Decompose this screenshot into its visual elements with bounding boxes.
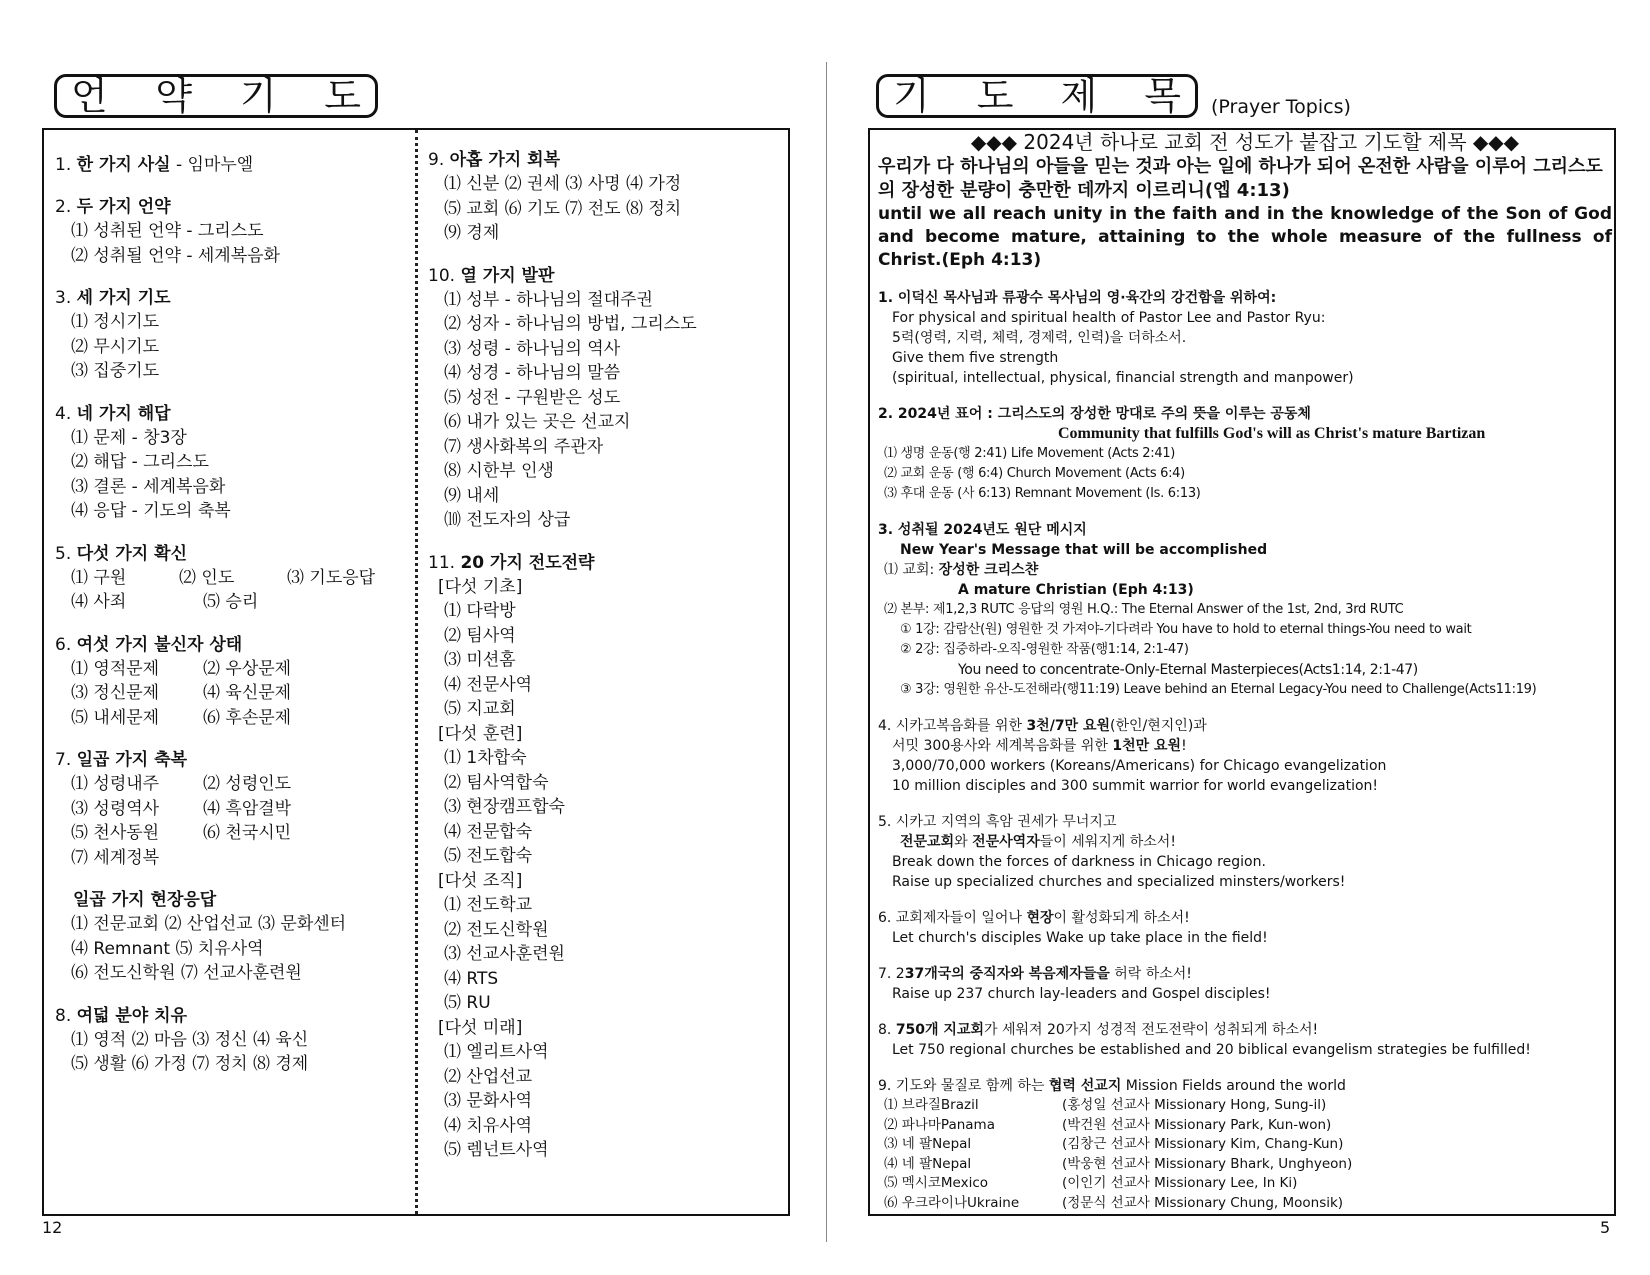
mission-country: ⑶ 네 팔Nepal — [884, 1136, 972, 1152]
list-item: ⑷ 흑암결박 — [203, 798, 292, 819]
list-item: ⑸ 교회 ⑹ 기도 ⑺ 전도 ⑻ 정치 — [444, 198, 682, 219]
topic-1 — [878, 288, 1612, 388]
topic-line — [878, 736, 1612, 756]
topic-line — [878, 716, 1612, 736]
topic-6 — [878, 908, 1612, 948]
title-char: 제 — [1060, 74, 1098, 118]
right-page-title — [876, 74, 1198, 118]
prayer-section — [55, 195, 410, 268]
list-item: ⑸ 내세문제 — [71, 707, 160, 728]
page-number-right: 5 — [1600, 1218, 1611, 1237]
topic-5 — [878, 812, 1612, 892]
topic-line: 5. 시카고 지역의 흑암 권세가 무너지고 — [878, 814, 1117, 830]
topic-line: ⑴ 생명 운동(행 2:41) Life Movement (Acts 2:41) — [884, 446, 1176, 461]
prayer-section — [55, 153, 410, 177]
topic-title-english: Community that fulfills God's will as Christ's mature Bartizan — [1058, 425, 1486, 442]
topic-line: ② 2강: 집중하라-오직-영원한 작품(행1:14, 2:1-47) — [900, 642, 1189, 657]
list-item: ⑽ 전도자의 상급 — [444, 510, 571, 530]
text: 와 — [954, 834, 973, 850]
list-item: ⑶ 결론 - 세계복음화 — [71, 476, 226, 497]
title-char: 언 — [71, 74, 108, 118]
section-heading: 열 가지 발판 — [460, 265, 555, 286]
list-item: ⑷ 치유사역 — [444, 1115, 533, 1136]
list-item: ⑸ 승리 — [203, 592, 259, 612]
section-number: 3. — [55, 288, 77, 308]
section-number: 7. — [55, 750, 77, 770]
text: Mission Fields around the world — [1121, 1078, 1346, 1094]
list-row — [55, 566, 410, 591]
section-number: 4. — [55, 403, 77, 424]
topic-line: Give them five strength — [892, 350, 1059, 366]
list-item: ⑷ 성경 - 하나님의 말씀 — [444, 363, 621, 383]
group-label: [다섯 훈련] — [438, 723, 523, 744]
mission-row — [878, 1096, 1612, 1116]
topic-line: ⑶ 후대 운동 (사 6:13) Remnant Movement (Is. 6:13) — [884, 486, 1201, 501]
text: 9. 기도와 물질로 함께 하는 — [878, 1078, 1049, 1094]
topic-line: 5력(영력, 지력, 체력, 경제력, 인력)을 더하소서. — [892, 330, 1187, 346]
mission-missionary: (김창근 선교사 Missionary Kim, Chang-Kun) — [1062, 1136, 1344, 1152]
topic-line: For physical and spiritual health of Pastor Lee and Pastor Ryu: — [892, 310, 1326, 326]
list-item: ⑸ 전도합숙 — [444, 846, 533, 866]
list-item: ⑶ 기도응답 — [287, 567, 376, 588]
prayer-section — [55, 286, 410, 384]
section-heading-rest: - 임마누엘 — [170, 155, 254, 175]
topic-title: 1. 이덕신 목사님과 류광수 목사님의 영·육간의 강건함을 위하여: — [878, 290, 1277, 306]
topic-title: 2. 2024년 표어 : 그리스도의 장성한 망대로 주의 뜻을 이루는 공동체 — [878, 406, 1311, 422]
section-heading: 일곱 가지 축복 — [76, 750, 187, 770]
list-item: ⑵ 우상문제 — [203, 658, 292, 679]
topic-4 — [878, 716, 1612, 796]
section-number: 9. — [428, 150, 450, 170]
list-item: ⑶ 성령역사 — [71, 798, 160, 819]
title-char: 약 — [155, 74, 193, 118]
group-label: [다섯 미래] — [438, 1017, 523, 1038]
prayer-section — [428, 148, 783, 246]
topic-3 — [878, 520, 1612, 700]
section-title — [55, 542, 410, 566]
topic-line: 10 million disciples and 300 summit warrior for world evangelization! — [892, 778, 1379, 794]
list-row — [55, 657, 410, 682]
list-item: ⑺ 세계정복 — [71, 847, 160, 868]
list-item: ⑵ 인도 — [179, 567, 235, 588]
list-item: ⑴ 1차합숙 — [444, 748, 527, 768]
text: 서밋 300용사와 세계복음화를 위한 — [892, 738, 1113, 754]
section-number: 6. — [55, 634, 77, 655]
right-page-subtitle: (Prayer Topics) — [1211, 96, 1351, 118]
mission-row — [878, 1155, 1612, 1175]
list-item: ⑴ 구원 — [71, 567, 127, 588]
mission-missionary: (박웅현 선교사 Missionary Bhark, Unghyeon) — [1062, 1155, 1353, 1172]
title-char: 도 — [976, 74, 1014, 118]
topic-line: A mature Christian (Eph 4:13) — [958, 582, 1194, 598]
topic-9 — [878, 1076, 1612, 1213]
section-title — [55, 402, 410, 426]
text: 들이 세워지게 하소서! — [1039, 834, 1176, 850]
list-item: ⑴ 성취된 언약 - 그리스도 — [71, 221, 264, 241]
section-heading: 세 가지 기도 — [76, 288, 171, 308]
mission-country: ⑴ 브라질Brazil — [884, 1097, 979, 1113]
topic-line: 3,000/70,000 workers (Koreans/Americans) for Chicago evangelization — [892, 758, 1387, 774]
topic-line — [878, 560, 1612, 580]
list-item: ⑴ 성령내주 — [71, 774, 160, 794]
list-item: ⑶ 현장캠프합숙 — [444, 797, 565, 817]
list-item: ⑸ 생활 ⑹ 가정 ⑺ 정치 ⑻ 경제 — [71, 1054, 309, 1074]
topic-line — [878, 832, 1612, 852]
prayer-section — [55, 888, 410, 986]
section-number: 1. — [55, 155, 77, 175]
section-title — [55, 286, 410, 310]
list-item: ⑷ RTS — [444, 968, 499, 989]
topic-line: ⑵ 본부: 제1,2,3 RUTC 응답의 영원 H.Q.: The Eternal Answer of the 1st, 2nd, 3rd RUTC — [884, 602, 1404, 617]
text: 6. 교회제자들이 일어나 — [878, 910, 1027, 926]
mission-missionary: (정문식 선교사 Missionary Chung, Moonsik) — [1062, 1194, 1344, 1211]
section-title — [428, 148, 783, 172]
text: (한인/현지인)과 — [1110, 718, 1207, 734]
list-item: ⑶ 정신문제 — [71, 683, 160, 703]
spread-divider — [826, 62, 827, 1242]
mission-country: ⑹ 우크라이나Ukraine — [884, 1194, 1020, 1211]
mission-row — [878, 1135, 1612, 1155]
mission-missionary: (박건원 선교사 Missionary Park, Kun-won) — [1062, 1116, 1332, 1133]
topic-line: ③ 3강: 영원한 유산-도전해라(행11:19) Leave behind an Eternal Legacy-You need to Challenge(Acts11:19) — [900, 682, 1537, 697]
section-heading: 네 가지 해답 — [76, 403, 171, 424]
list-item: ⑵ 전도신학원 — [444, 919, 549, 940]
section-number: 11. — [428, 552, 461, 573]
section-heading: 두 가지 언약 — [76, 197, 171, 217]
list-row — [55, 772, 410, 797]
topic-line — [878, 908, 1612, 928]
list-item: ⑹ 후손문제 — [203, 707, 292, 728]
mission-country: ⑸ 멕시코Mexico — [884, 1175, 989, 1191]
title-char: 기 — [893, 74, 930, 118]
list-item: ⑴ 영적 ⑵ 마음 ⑶ 정신 ⑷ 육신 — [71, 1029, 309, 1050]
prayer-section — [55, 633, 410, 731]
topic-title-english: New Year's Message that will be accomplished — [900, 542, 1268, 558]
text: 4. 시카고복음화를 위한 — [878, 718, 1027, 734]
topic-line: Break down the forces of darkness in Chicago region. — [892, 854, 1266, 870]
list-row — [55, 681, 410, 706]
page-number-left: 12 — [42, 1218, 63, 1237]
section-heading: 여덟 분야 치유 — [76, 1005, 187, 1026]
text: 8. — [878, 1022, 896, 1038]
list-item: ⑼ 경제 — [444, 223, 500, 243]
prayer-section — [55, 402, 410, 524]
text: 7. 2 — [878, 966, 905, 982]
mission-missionary: (이인기 선교사 Missionary Lee, In Ki) — [1062, 1175, 1298, 1191]
text-bold: 750개 지교회 — [895, 1022, 985, 1038]
topic-line: Raise up specialized churches and specialized minsters/workers! — [892, 874, 1346, 890]
prayer-section — [55, 748, 410, 870]
section-title — [55, 748, 410, 772]
list-item: ⑸ RU — [444, 993, 491, 1013]
verse-korean: 우리가 다 하나님의 아들을 믿는 것과 아는 일에 하나가 되어 온전한 사람을 이루어 그리스도의 장성한 분량이 충만한 데까지 이르리니(엡 4:13) — [878, 156, 1603, 201]
mission-country: ⑵ 파나마Panama — [884, 1116, 995, 1133]
left-column-1 — [55, 153, 410, 1095]
list-item: ⑵ 성령인도 — [203, 774, 292, 794]
church-label: ⑴ 교회: — [884, 562, 939, 578]
list-item: ⑶ 집중기도 — [71, 361, 160, 381]
topic-7 — [878, 964, 1612, 1004]
list-item: ⑶ 문화사역 — [444, 1091, 533, 1111]
prayer-section — [55, 542, 410, 615]
section-number: 8. — [55, 1005, 77, 1026]
list-item: ⑷ 전문사역 — [444, 674, 533, 695]
mission-row — [878, 1174, 1612, 1194]
list-item: ⑵ 산업선교 — [444, 1066, 533, 1087]
section-heading: 일곱 가지 현장응답 — [73, 890, 217, 910]
topic-line: ⑵ 교회 운동 (행 6:4) Church Movement (Acts 6:4) — [884, 466, 1185, 481]
prayer-header: ◆◆◆ 2024년 하나로 교회 전 성도가 붙잡고 기도할 제목 ◆◆◆ — [970, 130, 1520, 154]
list-item: ⑸ 렘넌트사역 — [444, 1140, 549, 1160]
mission-row — [878, 1116, 1612, 1136]
list-item: ⑴ 전도학교 — [444, 895, 533, 915]
list-item: ⑷ 전문합숙 — [444, 821, 533, 842]
prayer-section — [55, 1004, 410, 1077]
list-item: ⑴ 정시기도 — [71, 312, 160, 332]
section-number: 10. — [428, 265, 461, 286]
section-heading: 아홉 가지 회복 — [449, 150, 560, 170]
section-title — [428, 551, 783, 575]
column-divider — [415, 130, 418, 1214]
list-item: ⑹ 전도신학원 ⑺ 선교사훈련원 — [71, 963, 302, 983]
list-item: ⑶ 성령 - 하나님의 역사 — [444, 338, 621, 359]
list-item: ⑴ 성부 - 하나님의 절대주권 — [444, 289, 653, 310]
list-item: ⑶ 미션홈 — [444, 650, 516, 670]
list-item: ⑻ 시한부 인생 — [444, 461, 554, 481]
mission-country: ⑷ 네 팔Nepal — [884, 1155, 972, 1172]
list-item: ⑴ 문제 - 창3장 — [71, 427, 187, 448]
list-item: ⑼ 내세 — [444, 485, 500, 506]
section-heading: 여섯 가지 불신자 상태 — [76, 634, 243, 655]
text: 이 활성화되게 하소서! — [1053, 910, 1190, 926]
text-bold: 협력 선교지 — [1048, 1078, 1122, 1094]
title-char: 목 — [1144, 74, 1181, 118]
list-item: ⑹ 내가 있는 곳은 선교지 — [444, 412, 631, 432]
list-item: ⑴ 신분 ⑵ 권세 ⑶ 사명 ⑷ 가정 — [444, 174, 682, 194]
topic-line: You need to concentrate-Only-Eternal Masterpieces(Acts1:14, 2:1-47) — [958, 662, 1418, 678]
section-title — [55, 888, 410, 912]
section-heading: 다섯 가지 확신 — [76, 543, 187, 564]
list-item: ⑺ 생사화복의 주관자 — [444, 436, 604, 457]
group-label: [다섯 기초] — [438, 576, 523, 597]
section-title — [55, 633, 410, 657]
topic-line: Let 750 regional churches be established and 20 biblical evangelism strategies be fulfilled! — [892, 1042, 1531, 1058]
section-heading: 20 가지 전도전략 — [460, 552, 595, 573]
topic-line: Raise up 237 church lay-leaders and Gospel disciples! — [892, 986, 1271, 1002]
left-column-2 — [428, 148, 783, 1181]
list-item: ⑴ 영적문제 — [71, 658, 160, 679]
prayer-section — [428, 551, 783, 1163]
list-item: ⑹ 천국시민 — [203, 823, 292, 843]
topic-line: ① 1강: 감람산(원) 영원한 것 가져야-기다려라 You have to hold to eternal things-You need to wait — [900, 622, 1472, 637]
topic-line — [878, 964, 1612, 984]
text-bold: 전문사역자 — [972, 834, 1040, 850]
topic-line — [878, 1020, 1612, 1040]
left-page-title — [54, 74, 378, 118]
prayer-topics — [878, 130, 1612, 1213]
list-item: ⑶ 선교사훈련원 — [444, 944, 565, 964]
list-item: ⑵ 팀사역합숙 — [444, 772, 549, 793]
list-item: ⑵ 무시기도 — [71, 336, 160, 357]
text-bold: 현장 — [1026, 910, 1054, 926]
list-item: ⑵ 해답 - 그리스도 — [71, 452, 209, 472]
list-row — [55, 706, 410, 731]
list-item: ⑷ Remnant ⑸ 치유사역 — [71, 938, 264, 959]
prayer-section — [428, 264, 783, 533]
list-item: ⑴ 다락방 — [444, 601, 516, 621]
section-title — [55, 1004, 410, 1028]
text: 가 세워져 20가지 성경적 전도전략이 성취되게 하소서! — [984, 1022, 1319, 1038]
list-item: ⑵ 성취될 언약 - 세계복음화 — [71, 245, 280, 266]
list-row — [55, 846, 410, 871]
mission-missionary: (홍성일 선교사 Missionary Hong, Sung-il) — [1062, 1097, 1327, 1113]
section-title — [55, 153, 410, 177]
topic-2 — [878, 404, 1612, 504]
list-row — [55, 821, 410, 846]
list-row — [55, 797, 410, 822]
section-heading: 한 가지 사실 — [76, 155, 171, 175]
topic-line: Let church's disciples Wake up take place in the field! — [892, 930, 1268, 946]
title-char: 기 — [239, 74, 277, 118]
section-title — [55, 195, 410, 219]
church-bold: 장성한 크리스챤 — [938, 562, 1039, 578]
list-item: ⑷ 응답 - 기도의 축복 — [71, 501, 231, 521]
section-number: 5. — [55, 543, 77, 564]
topic-title: 3. 성취될 2024년도 원단 메시지 — [878, 522, 1087, 538]
text-bold: 1천만 요원 — [1112, 738, 1182, 754]
section-number: 2. — [55, 197, 77, 217]
list-item: ⑵ 팀사역 — [444, 625, 516, 646]
list-row — [55, 590, 410, 615]
list-item: ⑸ 지교회 — [444, 699, 516, 719]
text: 허락 하소서! — [1109, 966, 1192, 982]
list-item: ⑵ 성자 - 하나님의 방법, 그리스도 — [444, 314, 697, 334]
list-item: ⑴ 전문교회 ⑵ 산업선교 ⑶ 문화센터 — [71, 914, 347, 934]
list-item: ⑷ 사죄 — [71, 592, 127, 612]
topic-line — [878, 1076, 1612, 1096]
verse-english: until we all reach unity in the faith and in the knowledge of the Son of God and become mature, attaining to the whole measure of the fullness of Christ.(Eph 4:13) — [878, 204, 1612, 270]
list-item: ⑷ 육신문제 — [203, 683, 292, 703]
list-item: ⑴ 엘리트사역 — [444, 1042, 549, 1062]
topic-8 — [878, 1020, 1612, 1060]
topic-line: (spiritual, intellectual, physical, financial strength and manpower) — [892, 370, 1354, 386]
text-bold: 전문교회 — [900, 834, 955, 850]
list-item: ⑸ 성전 - 구원받은 성도 — [444, 387, 621, 408]
section-title — [428, 264, 783, 288]
text-bold: 3천/7만 요원 — [1026, 718, 1111, 734]
text: ! — [1181, 738, 1187, 754]
text-bold: 37개국의 중직자와 복음제자들을 — [904, 966, 1110, 982]
title-char: 도 — [324, 74, 361, 118]
mission-row — [878, 1194, 1612, 1214]
list-item: ⑸ 천사동원 — [71, 823, 160, 843]
group-label: [다섯 조직] — [438, 870, 523, 891]
